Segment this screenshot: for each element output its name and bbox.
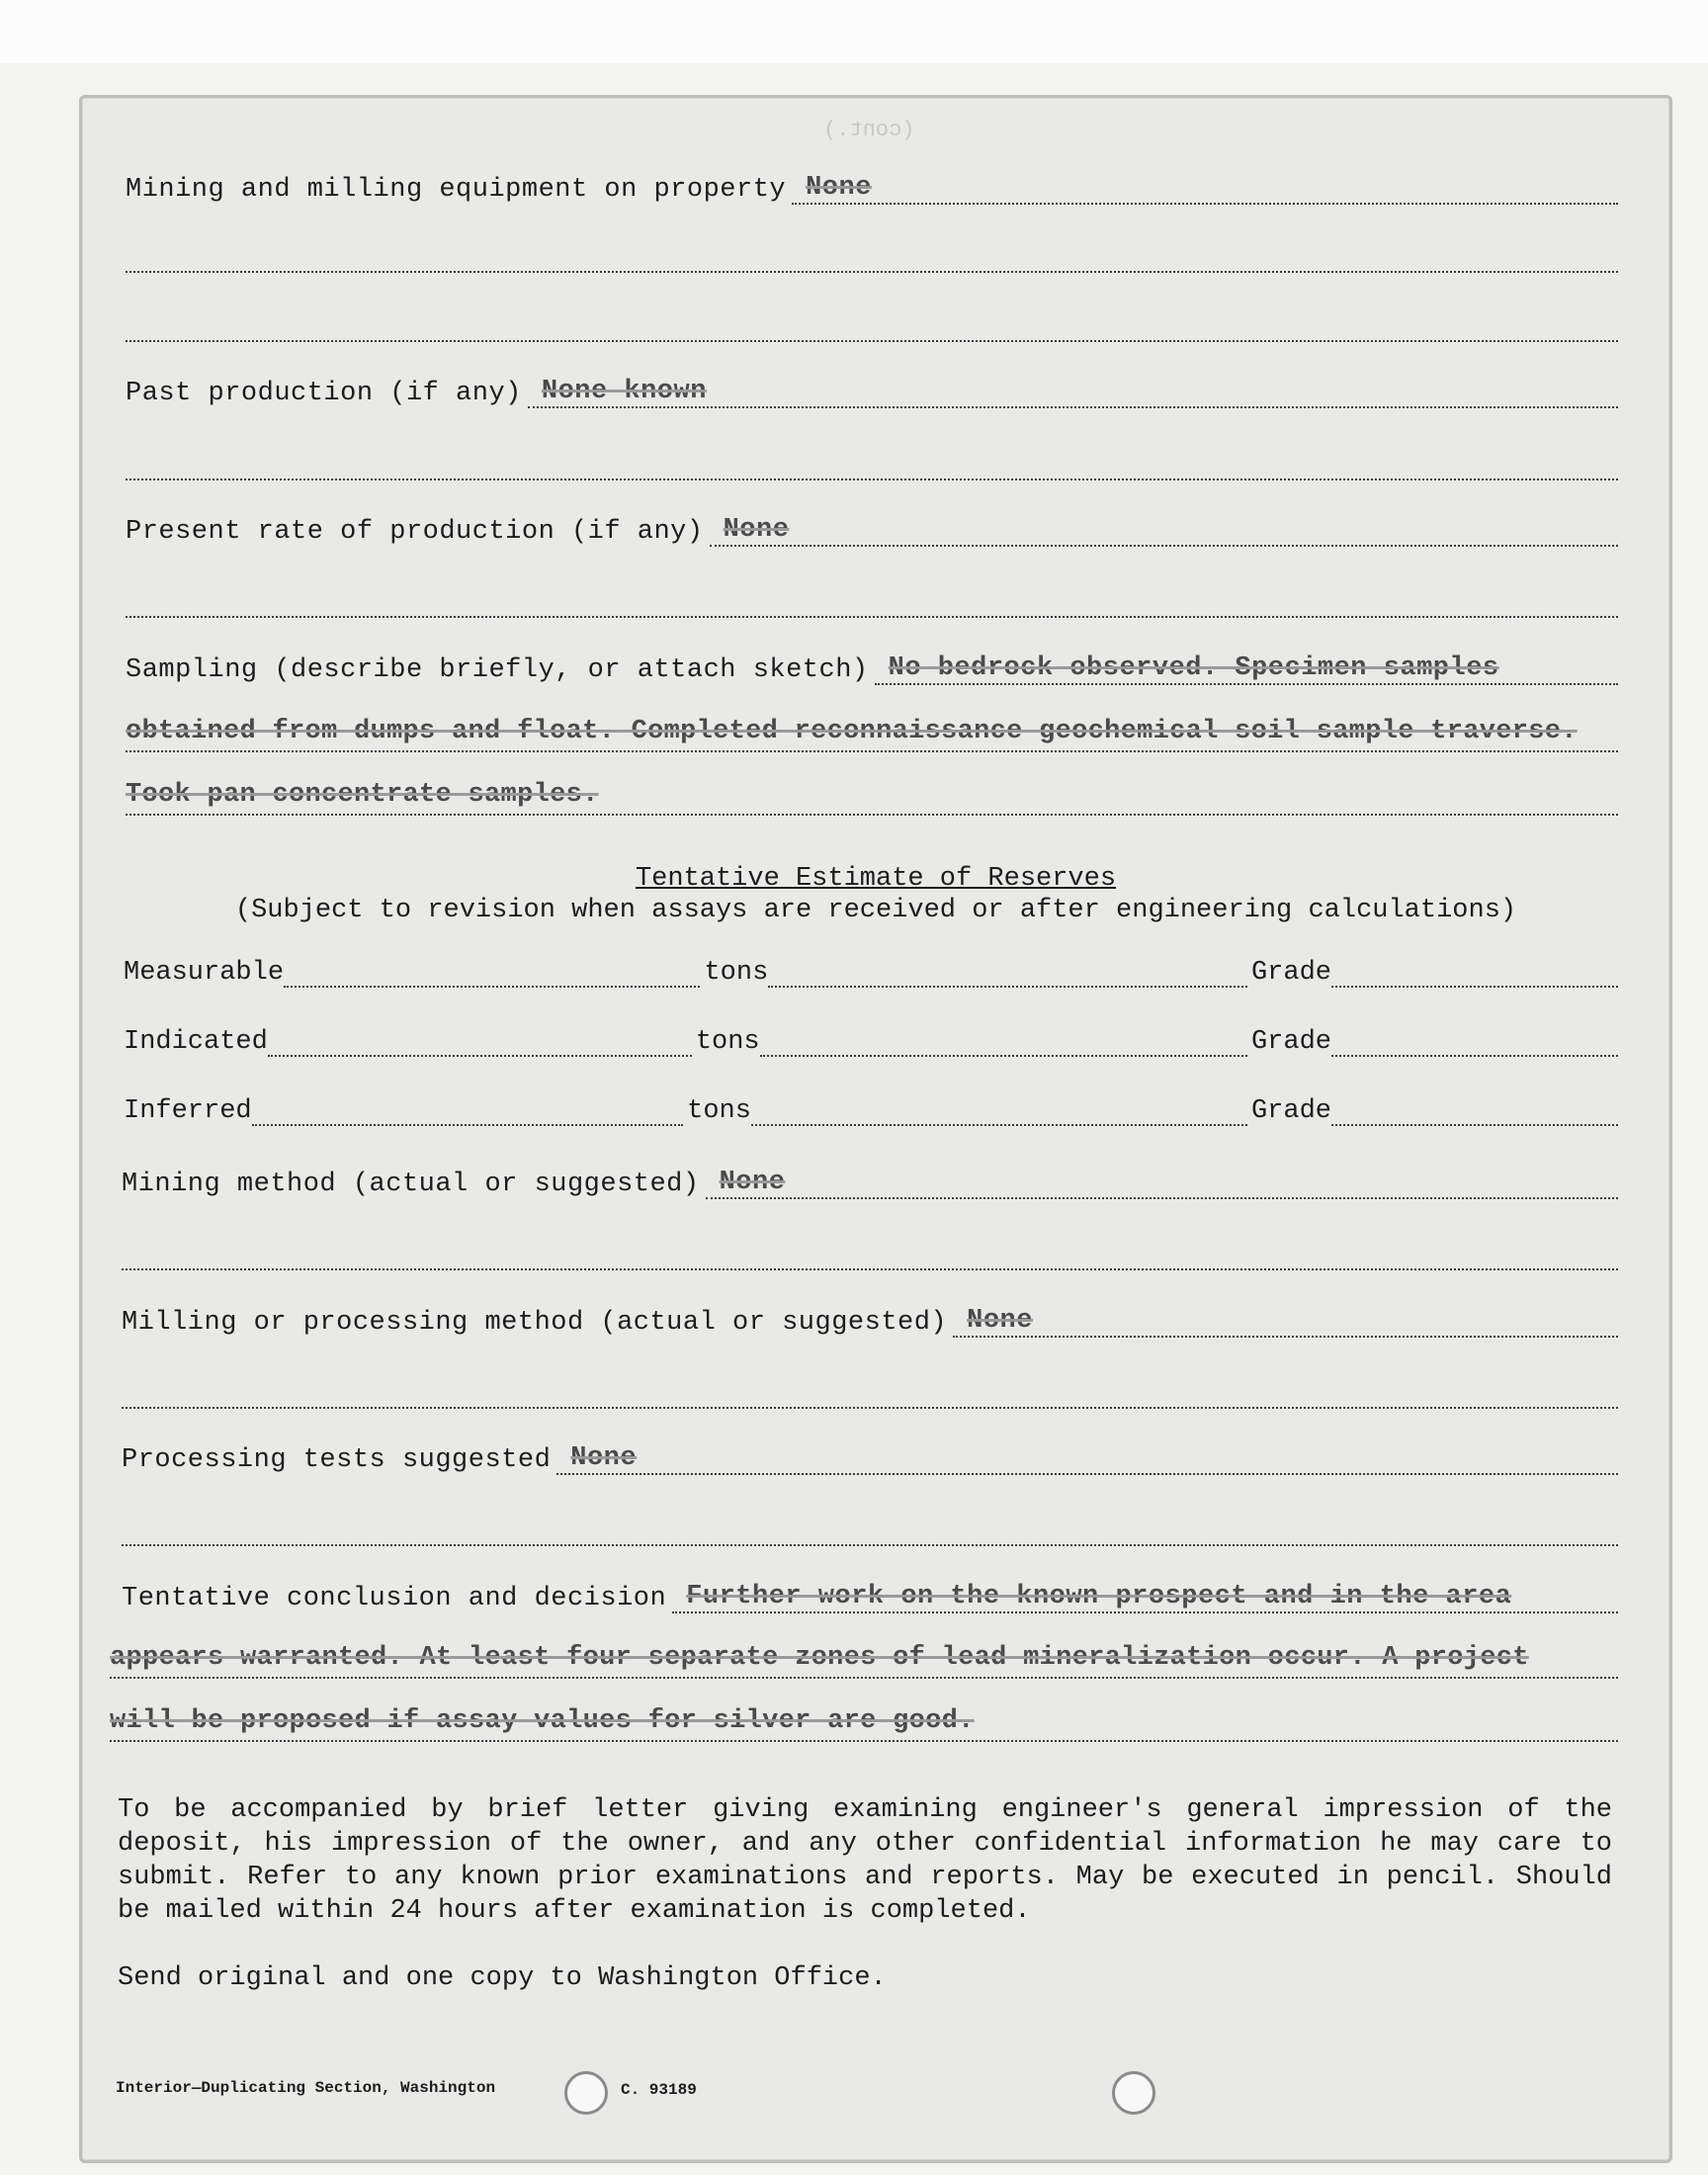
tons-label: tons: [687, 1096, 751, 1126]
conclusion-value: Further work on the known prospect and in the area: [686, 1582, 1512, 1611]
grade-label: Grade: [1250, 958, 1331, 988]
reserves-title: Tentative Estimate of Reserves: [635, 864, 1117, 894]
present-rate-row: [126, 511, 1618, 547]
processing-tests-value: None: [570, 1443, 638, 1473]
blank-line: [122, 1266, 1618, 1270]
grade-field[interactable]: [1331, 1029, 1618, 1057]
reserve-amount-field[interactable]: [268, 1029, 692, 1057]
past-production-label: Past production (if any): [126, 379, 522, 408]
blank-line: [126, 269, 1618, 273]
instructions-paragraph: To be accompanied by brief letter giving examining engineer's general impression of the deposit, his impression of the owner, and any other confidential information he may care to submit. Refer to any known prior examinations and reports. May be executed in pencil. Should be mailed within 24 hours after examination is completed.: [118, 1795, 1612, 1926]
conclusion-cont-1[interactable]: appears warranted. At least four separate zones of lead mineralization occur. A project: [110, 1643, 1618, 1679]
top-margin: [0, 0, 1708, 63]
mining-method-label: Mining method (actual or suggested): [122, 1170, 700, 1199]
reserve-row: [124, 1092, 1618, 1126]
processing-tests-row: [122, 1439, 1618, 1475]
reserve-amount-field[interactable]: [252, 1098, 684, 1126]
past-production-value: None known: [541, 377, 707, 406]
mining-equipment-field[interactable]: [792, 173, 1618, 205]
mining-method-field[interactable]: [706, 1168, 1618, 1199]
punch-hole-right: [1112, 2071, 1155, 2115]
reserve-amount-field[interactable]: [284, 960, 700, 988]
mining-equipment-value: None: [806, 173, 872, 203]
reserve-row: [124, 1023, 1618, 1057]
reserve-label: Inferred: [124, 1096, 252, 1126]
conclusion-cont-2[interactable]: will be proposed if assay values for silver are good.: [110, 1706, 1618, 1742]
punch-hole-left: [564, 2071, 608, 2115]
grade-label: Grade: [1250, 1027, 1331, 1057]
sampling-row: [126, 650, 1618, 685]
mining-method-value: None: [719, 1168, 786, 1197]
sampling-cont-2[interactable]: Took pan concentrate samples.: [126, 780, 1618, 816]
mining-equipment-label: Mining and milling equipment on property: [126, 175, 787, 205]
conclusion-field[interactable]: [672, 1582, 1618, 1613]
reserve-label: Indicated: [124, 1027, 268, 1057]
printer-imprint: Interior—Duplicating Section, Washington: [116, 2079, 496, 2097]
blank-line: [122, 1405, 1618, 1409]
present-rate-field[interactable]: [710, 515, 1618, 547]
sampling-cont-1[interactable]: obtained from dumps and float. Completed reconnaissance geochemical soil sample traverse.: [126, 717, 1618, 752]
tons-label: tons: [695, 1027, 760, 1057]
processing-tests-field[interactable]: [556, 1443, 1618, 1475]
reserve-label: Measurable: [124, 958, 285, 988]
form-code: C. 93189: [621, 2081, 697, 2099]
conclusion-label: Tentative conclusion and decision: [122, 1584, 667, 1613]
conclusion-row: [122, 1578, 1618, 1613]
reserve-row: [124, 954, 1618, 988]
milling-method-value: None: [967, 1306, 1033, 1336]
milling-method-label: Milling or processing method (actual or suggested): [122, 1308, 948, 1338]
blank-line: [126, 614, 1618, 618]
past-production-field[interactable]: [528, 377, 1618, 408]
form-sheet: [79, 95, 1672, 2163]
tons-field[interactable]: [768, 960, 1247, 988]
grade-label: Grade: [1250, 1096, 1331, 1126]
send-note: Send original and one copy to Washington Office.: [118, 1963, 887, 1993]
sampling-field[interactable]: [875, 653, 1618, 685]
tons-field[interactable]: [751, 1098, 1247, 1126]
blank-line: [126, 338, 1618, 342]
present-rate-value: None: [723, 515, 790, 545]
present-rate-label: Present rate of production (if any): [126, 517, 704, 547]
blank-line: [126, 477, 1618, 480]
grade-field[interactable]: [1331, 1098, 1618, 1126]
tons-label: tons: [704, 958, 769, 988]
sampling-value: No bedrock observed. Specimen samples: [888, 653, 1499, 683]
mining-equipment-row: [126, 169, 1618, 205]
milling-method-row: [122, 1302, 1618, 1338]
processing-tests-label: Processing tests suggested: [122, 1445, 552, 1475]
past-production-row: [126, 373, 1618, 408]
sampling-label: Sampling (describe briefly, or attach sketch): [126, 655, 869, 685]
reserves-subtitle: (Subject to revision when assays are received or after engineering calculations): [234, 896, 1517, 925]
tons-field[interactable]: [760, 1029, 1247, 1057]
mining-method-row: [122, 1164, 1618, 1199]
grade-field[interactable]: [1331, 960, 1618, 988]
milling-method-field[interactable]: [953, 1306, 1618, 1338]
top-fragment: (cont.): [823, 118, 915, 142]
blank-line: [122, 1542, 1618, 1546]
